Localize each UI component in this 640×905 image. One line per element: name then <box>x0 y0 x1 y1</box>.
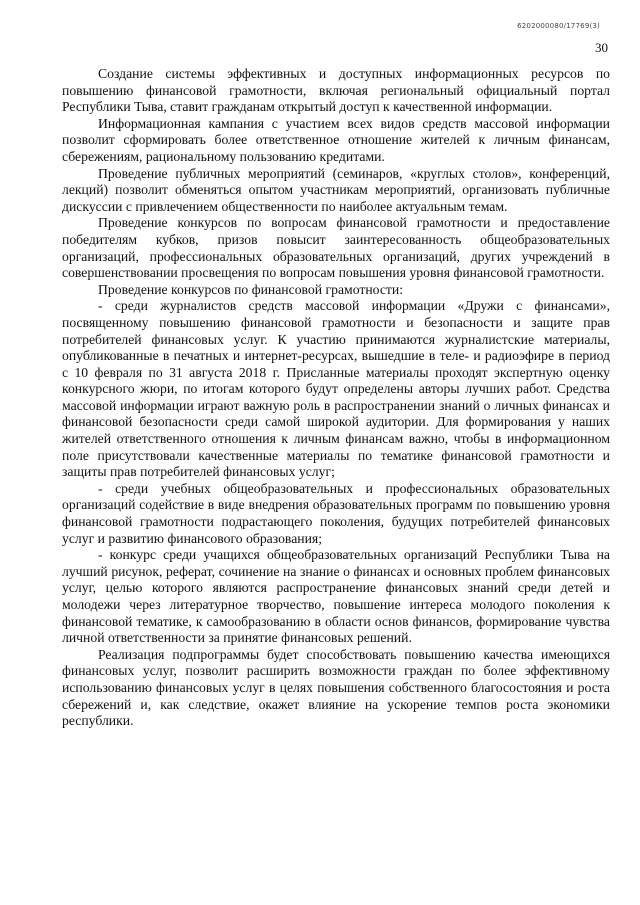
paragraph: Реализация подпрограммы будет способствовать повышению качества имеющихся финансовых услуг, позволит расширить возможности граждан по более эффективному использованию финансовых услуг в целях повышения собственного благосостояния и роста сбережений и, как следствие, окажет влияние на ускорение темпов роста экономики республики. <box>62 646 610 729</box>
list-item: - среди учебных общеобразовательных и профессиональных образовательных организаций содействие в виде внедрения образовательных программ по повышению уровня финансовой грамотности подрастающего поколения, будущих потребителей финансовых услуг и развитию финансового образования; <box>62 480 610 546</box>
paragraph: Проведение конкурсов по вопросам финансовой грамотности и предоставление победителям кубков, призов повысит заинтересованность общеобразовательных организаций, профессиональных образовательных организаций, других учреждений в совершенствовании просвещения по вопросам повышения уровня финансовой грамотности. <box>62 215 610 281</box>
paragraph: Проведение публичных мероприятий (семинаров, «круглых столов», конференций, лекций) позволит обменяться опытом участникам мероприятий, организовать публичные дискуссии с привлечением общественности по наиболее актуальным темам. <box>62 165 610 214</box>
paragraph: Информационная кампания с участием всех видов средств массовой информации позволит сформировать более ответственное отношение жителей к личным финансам, сбережениям, рациональному пользованию кредитами. <box>62 115 610 164</box>
list-item: - среди журналистов средств массовой информации «Дружи с финансами», посвященному повышению финансовой грамотности и безопасности и защите прав потребителей финансовых услуг. К участию принимаются журналистские материалы, опубликованные в печатных и интернет-ресурсах, вышедшие в теле- и радиоэфире в период с 10 февраля по 31 августа 2018 г. Присланные материалы проходят экспертную оценку конкурсного жюри, по итогам которого будут определены авторы лучших работ. Средства массовой информации играют важную роль в распространении знаний о личных финансах и финансовой безопасности среди самой широкой аудитории. Для формирования у наших жителей ответственного отношения к личным финансам важно, чтобы в информационном поле присутствовали качественные материалы по тематике финансовой грамотности и защиты прав потребителей финансовых услуг; <box>62 298 610 480</box>
document-id: 6202000080/17769(3) <box>517 22 600 30</box>
paragraph: Создание системы эффективных и доступных информационных ресурсов по повышению финансовой грамотности, включая региональный официальный портал Республики Тыва, ставит гражданам открытый доступ к качественной информации. <box>62 66 610 115</box>
page-number: 30 <box>595 40 608 55</box>
list-item: - конкурс среди учащихся общеобразовательных организаций Республики Тыва на лучший рисунок, реферат, сочинение на знание о финансах и основных проблем финансовых услуг, целью которого являются распространение финансовых знаний среди детей и молодежи через литературное творчество, повышение интереса молодого поколения к финансовой тематике, к самообразованию в области основ финансов, формирование чувства личной ответственности за принятие финансовых решений. <box>62 547 610 646</box>
paragraph: Проведение конкурсов по финансовой грамотности: <box>98 281 404 297</box>
document-body <box>62 66 610 730</box>
